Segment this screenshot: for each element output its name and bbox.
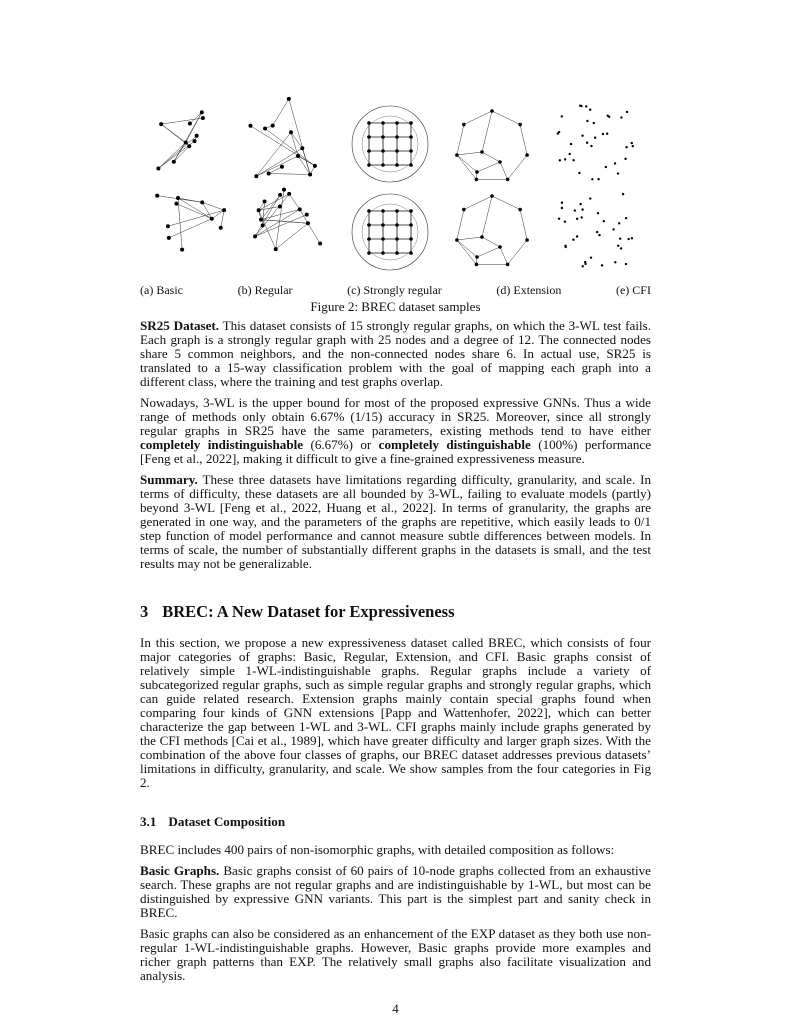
- graph-node: [367, 135, 371, 139]
- bold-term: completely indistinguishable: [140, 437, 304, 452]
- graph-node: [210, 217, 214, 221]
- subcaption-extension: (d) Extension: [496, 283, 562, 297]
- graph-node: [409, 209, 413, 213]
- graph-node: [381, 135, 385, 139]
- graph-node: [278, 205, 282, 209]
- graph-node: [572, 239, 574, 241]
- graph-node: [525, 153, 529, 157]
- graph-edge: [298, 156, 310, 174]
- graph-node: [409, 163, 413, 167]
- graph-edge: [457, 155, 476, 179]
- graph-edge: [464, 111, 492, 125]
- graph-node: [409, 237, 413, 241]
- graph-node: [586, 120, 588, 122]
- graph-node: [274, 247, 278, 251]
- paragraph-sr25: [140, 319, 651, 389]
- subsection-heading: [140, 814, 651, 829]
- graph-node: [631, 142, 633, 144]
- paragraph-section-intro: In this section, we propose a new expressiveness dataset called BREC, which consists of four major categories of graphs: Basic, Regular, Extension, and CFI. Basic graphs consist of relatively simple 1-WL-indistinguishable graphs. Regular graphs include a variety of subcategorized regular graphs, such as simple regular graphs and strongly regular graphs, which can guide related research. Extension graphs mainly contain special graphs found when comparing four kinds of GNN extensions [Papp and Wattenhofer, 2022], which can better characterize the gap between 1-WL and 3-WL. CFI graphs mainly include graphs generated by the CFI methods [Cai et al., 1989], which have greater difficulty and larger graph sizes. With the combination of the above four classes of graphs, our BREC dataset addresses previous datasets’ limitations in difficulty, granularity, and scale. We show samples from the four categories in Fig 2.: [140, 635, 651, 790]
- graph-node: [590, 256, 592, 258]
- graph-node: [300, 146, 304, 150]
- graph-node: [462, 123, 466, 127]
- subcaption-cfi: (e) CFI: [615, 283, 651, 297]
- graph-node: [306, 221, 310, 225]
- graph-node: [558, 218, 560, 220]
- graph-node: [580, 216, 582, 218]
- graph-edge: [457, 240, 477, 257]
- graph-edge: [202, 202, 212, 218]
- graph-node: [381, 121, 385, 125]
- graph-node: [156, 167, 160, 171]
- graph-node: [200, 110, 204, 114]
- graph-node: [603, 220, 605, 222]
- graph-node: [395, 149, 399, 153]
- graph-node: [576, 235, 578, 237]
- graph-node: [518, 208, 522, 212]
- graph-node: [631, 237, 633, 239]
- paragraph-lead: Basic Graphs.: [140, 863, 220, 878]
- graph-edge: [276, 223, 308, 249]
- graph-node: [166, 224, 170, 228]
- graph-edge: [190, 112, 202, 123]
- graph-node: [367, 149, 371, 153]
- graph-node: [282, 188, 286, 192]
- graph-edge: [464, 196, 492, 210]
- body-text: [140, 319, 651, 1016]
- graph-edge: [261, 220, 308, 224]
- graph-node: [381, 223, 385, 227]
- graph-node: [395, 121, 399, 125]
- graph-node: [172, 160, 176, 164]
- graph-edge: [176, 204, 211, 219]
- graph-node: [475, 178, 479, 182]
- graph-edge: [508, 240, 527, 264]
- subsection-number: 3.1: [140, 814, 157, 829]
- graph-node: [200, 200, 204, 204]
- graph-node: [625, 146, 627, 148]
- graph-node: [596, 231, 598, 233]
- graph-node: [287, 192, 291, 196]
- graph-node: [572, 159, 574, 161]
- graph-edge: [289, 99, 310, 175]
- graph-node: [597, 212, 599, 214]
- graph-edge: [255, 209, 300, 236]
- paragraph-text: These three datasets have limitations regarding difficulty, granularity, and scale. In terms of difficulty, these datasets are all bounded by 3-WL, failing to evaluate models (partly) beyond 3-WL [Feng et al., 2022, Huang et al., 2022]. In terms of granularity, the graphs are generated in one way, and the parameters of the graphs are repetitive, which easily leads to 0/1 step function of model performance and cannot measure subtle differences between models. In terms of scale, the number of substantially different graphs in the datasets is small, and the test results may not be generalizable.: [140, 472, 651, 571]
- graph-node: [193, 139, 197, 143]
- graph-edge: [256, 156, 298, 176]
- graph-node: [490, 109, 494, 113]
- graph-node: [219, 226, 223, 230]
- graph-node: [222, 208, 226, 212]
- graph-node: [254, 174, 258, 178]
- graph-node: [576, 218, 578, 220]
- graph-node: [381, 209, 385, 213]
- graph-node: [614, 162, 616, 164]
- graph-edge: [482, 111, 492, 152]
- graph-node: [569, 153, 571, 155]
- graph-node: [506, 178, 510, 182]
- graph-node: [188, 121, 192, 125]
- graph-edge: [255, 194, 289, 237]
- graph-edge: [457, 125, 464, 155]
- graph-node: [271, 124, 275, 128]
- graph-node: [289, 130, 293, 134]
- graph-node: [606, 133, 608, 135]
- graph-node: [409, 135, 413, 139]
- graph-node: [601, 264, 603, 266]
- graph-node: [593, 122, 595, 124]
- graph-node: [598, 234, 600, 236]
- graph-edge: [250, 126, 314, 166]
- paragraph-text: (100%) performance [Feng et al., 2022], making it difficult to give a fine-grained expressiveness measure.: [140, 437, 652, 466]
- graph-node: [525, 238, 529, 242]
- graph-edge: [269, 167, 282, 174]
- graph-outer-ring: [352, 106, 428, 182]
- graph-edge: [202, 202, 224, 210]
- graph-node: [559, 159, 561, 161]
- graph-node: [267, 172, 271, 176]
- graph-node: [498, 160, 502, 164]
- graph-node: [591, 178, 593, 180]
- subcaption-strongly-regular: (c) Strongly regular: [347, 283, 442, 297]
- graph-edge: [289, 194, 300, 209]
- graph-node: [395, 237, 399, 241]
- graph-node: [263, 126, 267, 130]
- graph-node: [586, 142, 588, 144]
- graph-edge: [158, 136, 196, 169]
- graph-node: [298, 207, 302, 211]
- graph-edge: [457, 237, 482, 240]
- graph-edge: [477, 162, 500, 172]
- subcaption-regular: (b) Regular: [237, 283, 293, 297]
- graph-node: [582, 265, 584, 267]
- graph-node: [617, 172, 619, 174]
- graph-edge: [482, 237, 500, 247]
- graph-node: [395, 209, 399, 213]
- graph-node: [176, 196, 180, 200]
- graph-inner-ring: [362, 204, 418, 260]
- graph-edge: [457, 152, 482, 155]
- graph-outer-ring: [352, 194, 428, 270]
- graph-node: [257, 208, 261, 212]
- graph-node: [475, 263, 479, 267]
- graph-node: [395, 163, 399, 167]
- graph-node: [557, 132, 559, 134]
- graph-node: [625, 263, 627, 265]
- graph-node: [622, 193, 624, 195]
- graph-edge: [261, 209, 300, 219]
- graph-edge: [500, 162, 508, 179]
- graph-node: [184, 140, 188, 144]
- graph-node: [381, 149, 385, 153]
- graph-node: [480, 235, 484, 239]
- graph-node: [570, 143, 572, 145]
- figure-2-graph-samples: [130, 92, 650, 280]
- graph-node: [263, 200, 267, 204]
- paragraph-text: Nowadays, 3-WL is the upper bound for most of the proposed expressive GNNs. Thus a wide range of methods only obtain 6.67% (1/15) accuracy in SR25. Moreover, since all strongly regular graphs in SR25 have the same parameters, existing methods tend to have either: [140, 395, 651, 438]
- graph-node: [259, 218, 263, 222]
- graph-edge: [158, 142, 185, 168]
- graph-node: [518, 123, 522, 127]
- graph-node: [564, 220, 566, 222]
- graph-node: [409, 223, 413, 227]
- graph-edge: [500, 247, 508, 264]
- figure-caption: Figure 2: BREC dataset samples: [310, 299, 481, 314]
- graph-node: [367, 223, 371, 227]
- graph-node: [318, 241, 322, 245]
- graph-node: [564, 245, 566, 247]
- graph-node: [155, 194, 159, 198]
- graph-node: [581, 135, 583, 137]
- graph-node: [619, 237, 621, 239]
- section-heading: [140, 602, 651, 622]
- graph-node: [296, 154, 300, 158]
- graph-node: [585, 105, 587, 107]
- graph-node: [614, 261, 616, 263]
- graph-node: [498, 245, 502, 249]
- graph-node: [490, 194, 494, 198]
- graph-node: [597, 178, 599, 180]
- graph-node: [581, 208, 583, 210]
- bold-term: completely distinguishable: [378, 437, 531, 452]
- graph-node: [305, 213, 309, 217]
- graph-node: [620, 247, 622, 249]
- graph-edge: [457, 210, 464, 240]
- graph-node: [367, 237, 371, 241]
- section-title: BREC: A New Dataset for Expressiveness: [162, 602, 455, 621]
- graph-node: [201, 116, 205, 120]
- graph-edge: [212, 210, 224, 219]
- graph-node: [580, 105, 582, 107]
- graph-node: [594, 137, 596, 139]
- section-number: 3: [140, 602, 149, 621]
- graph-edge: [457, 240, 476, 264]
- graph-node: [280, 165, 284, 169]
- graph-node: [618, 222, 620, 224]
- graph-node: [308, 172, 312, 176]
- graph-node: [159, 122, 163, 126]
- graph-node: [248, 124, 252, 128]
- paragraph-text: Basic graphs consist of 60 pairs of 10-node graphs collected from an exhaustive search. These graphs are not regular graphs and are indistinguishable by 1-WL, but most can be distinguished by expressive GNN variants. This part is the simplest part and sanity check in BREC.: [140, 863, 651, 920]
- graph-node: [367, 121, 371, 125]
- graph-node: [462, 208, 466, 212]
- graph-node: [590, 145, 592, 147]
- graph-edge: [161, 124, 186, 142]
- graph-edge: [308, 223, 320, 243]
- graph-node: [455, 238, 459, 242]
- paragraph-basic-graphs-2: Basic graphs can also be considered as an enhancement of the EXP dataset as they both use non-regular 1-WL-indistinguishable graphs. However, Basic graphs provide more examples and richer graph patterns than EXP. The relatively small graphs also facilitate visualization and analysis.: [140, 926, 651, 983]
- graph-node: [579, 203, 581, 205]
- graph-node: [367, 209, 371, 213]
- graph-node: [589, 109, 591, 111]
- graph-node: [395, 251, 399, 255]
- paragraph-text: This dataset consists of 15 strongly regular graphs, on which the 3-WL test fails. Each graph is a strongly regular graph with 25 nodes and a degree of 12. The connected nodes share 5 common neighbors, and the non-connected nodes share 6. In actual use, SR25 is translated to a 15-way classification problem with the goal of mapping each graph into a different class, where the training and test graphs overlap.: [140, 318, 651, 389]
- graph-node: [475, 170, 479, 174]
- graph-node: [409, 251, 413, 255]
- paragraph-lead: Summary.: [140, 472, 198, 487]
- graph-edge: [520, 125, 527, 155]
- paragraph-basic-graphs: [140, 864, 651, 920]
- graph-node: [367, 163, 371, 167]
- graph-edge: [482, 152, 500, 162]
- graph-node: [602, 133, 604, 135]
- graph-node: [261, 223, 265, 227]
- graph-node: [409, 149, 413, 153]
- graph-node: [278, 193, 282, 197]
- graph-node: [625, 217, 627, 219]
- graph-node: [578, 172, 580, 174]
- graph-node: [381, 251, 385, 255]
- graph-node: [626, 111, 628, 113]
- graph-node: [605, 166, 607, 168]
- graph-node: [287, 97, 291, 101]
- paragraph-composition: BREC includes 400 pairs of non-isomorphic graphs, with detailed composition as follows:: [140, 842, 615, 857]
- graph-edge: [269, 174, 310, 175]
- graph-node: [167, 236, 171, 240]
- graph-node: [574, 209, 576, 211]
- graph-inner-ring: [362, 116, 418, 172]
- graph-node: [475, 255, 479, 259]
- graph-node: [506, 263, 510, 267]
- graph-edge: [482, 196, 492, 237]
- graph-node: [187, 144, 191, 148]
- graph-node: [632, 145, 634, 147]
- graph-edge: [168, 210, 224, 226]
- graph-node: [313, 164, 317, 168]
- graph-node: [561, 207, 563, 209]
- graph-node: [395, 223, 399, 227]
- graph-node: [409, 121, 413, 125]
- graph-edge: [477, 247, 500, 257]
- graph-edge: [221, 210, 224, 228]
- subsection-title: Dataset Composition: [168, 814, 286, 829]
- graph-node: [624, 158, 626, 160]
- graph-edge: [492, 196, 520, 210]
- graph-node: [381, 163, 385, 167]
- graph-node: [608, 116, 610, 118]
- graph-node: [174, 202, 178, 206]
- graph-edge: [256, 132, 291, 176]
- graph-edge: [457, 155, 477, 172]
- graph-node: [589, 197, 591, 199]
- paragraph-nowadays: [140, 396, 651, 466]
- graph-node: [455, 153, 459, 157]
- graph-node: [620, 116, 622, 118]
- graph-node: [561, 202, 563, 204]
- graph-node: [195, 134, 199, 138]
- graph-node: [617, 245, 619, 247]
- graph-node: [480, 150, 484, 154]
- graph-edge: [520, 210, 527, 240]
- subcaptions-row: [140, 283, 651, 297]
- graph-node: [561, 115, 563, 117]
- paragraph-summary: [140, 473, 651, 571]
- graph-node: [612, 228, 614, 230]
- graph-node: [627, 238, 629, 240]
- graph-edge: [256, 148, 302, 176]
- page-number: 4: [392, 1001, 399, 1016]
- graph-edge: [169, 219, 212, 238]
- graph-edge: [492, 111, 520, 125]
- graph-node: [564, 158, 566, 160]
- subcaption-basic: (a) Basic: [140, 283, 183, 297]
- graph-node: [367, 251, 371, 255]
- graph-edge: [273, 99, 289, 126]
- graph-node: [253, 234, 257, 238]
- graph-node: [381, 237, 385, 241]
- paragraph-text: (6.67%) or: [303, 437, 379, 452]
- paragraph-lead: SR25 Dataset.: [140, 318, 220, 333]
- graph-node: [584, 261, 586, 263]
- graph-node: [180, 248, 184, 252]
- graph-node: [395, 135, 399, 139]
- graph-edge: [508, 155, 527, 179]
- graph-edge: [265, 128, 315, 165]
